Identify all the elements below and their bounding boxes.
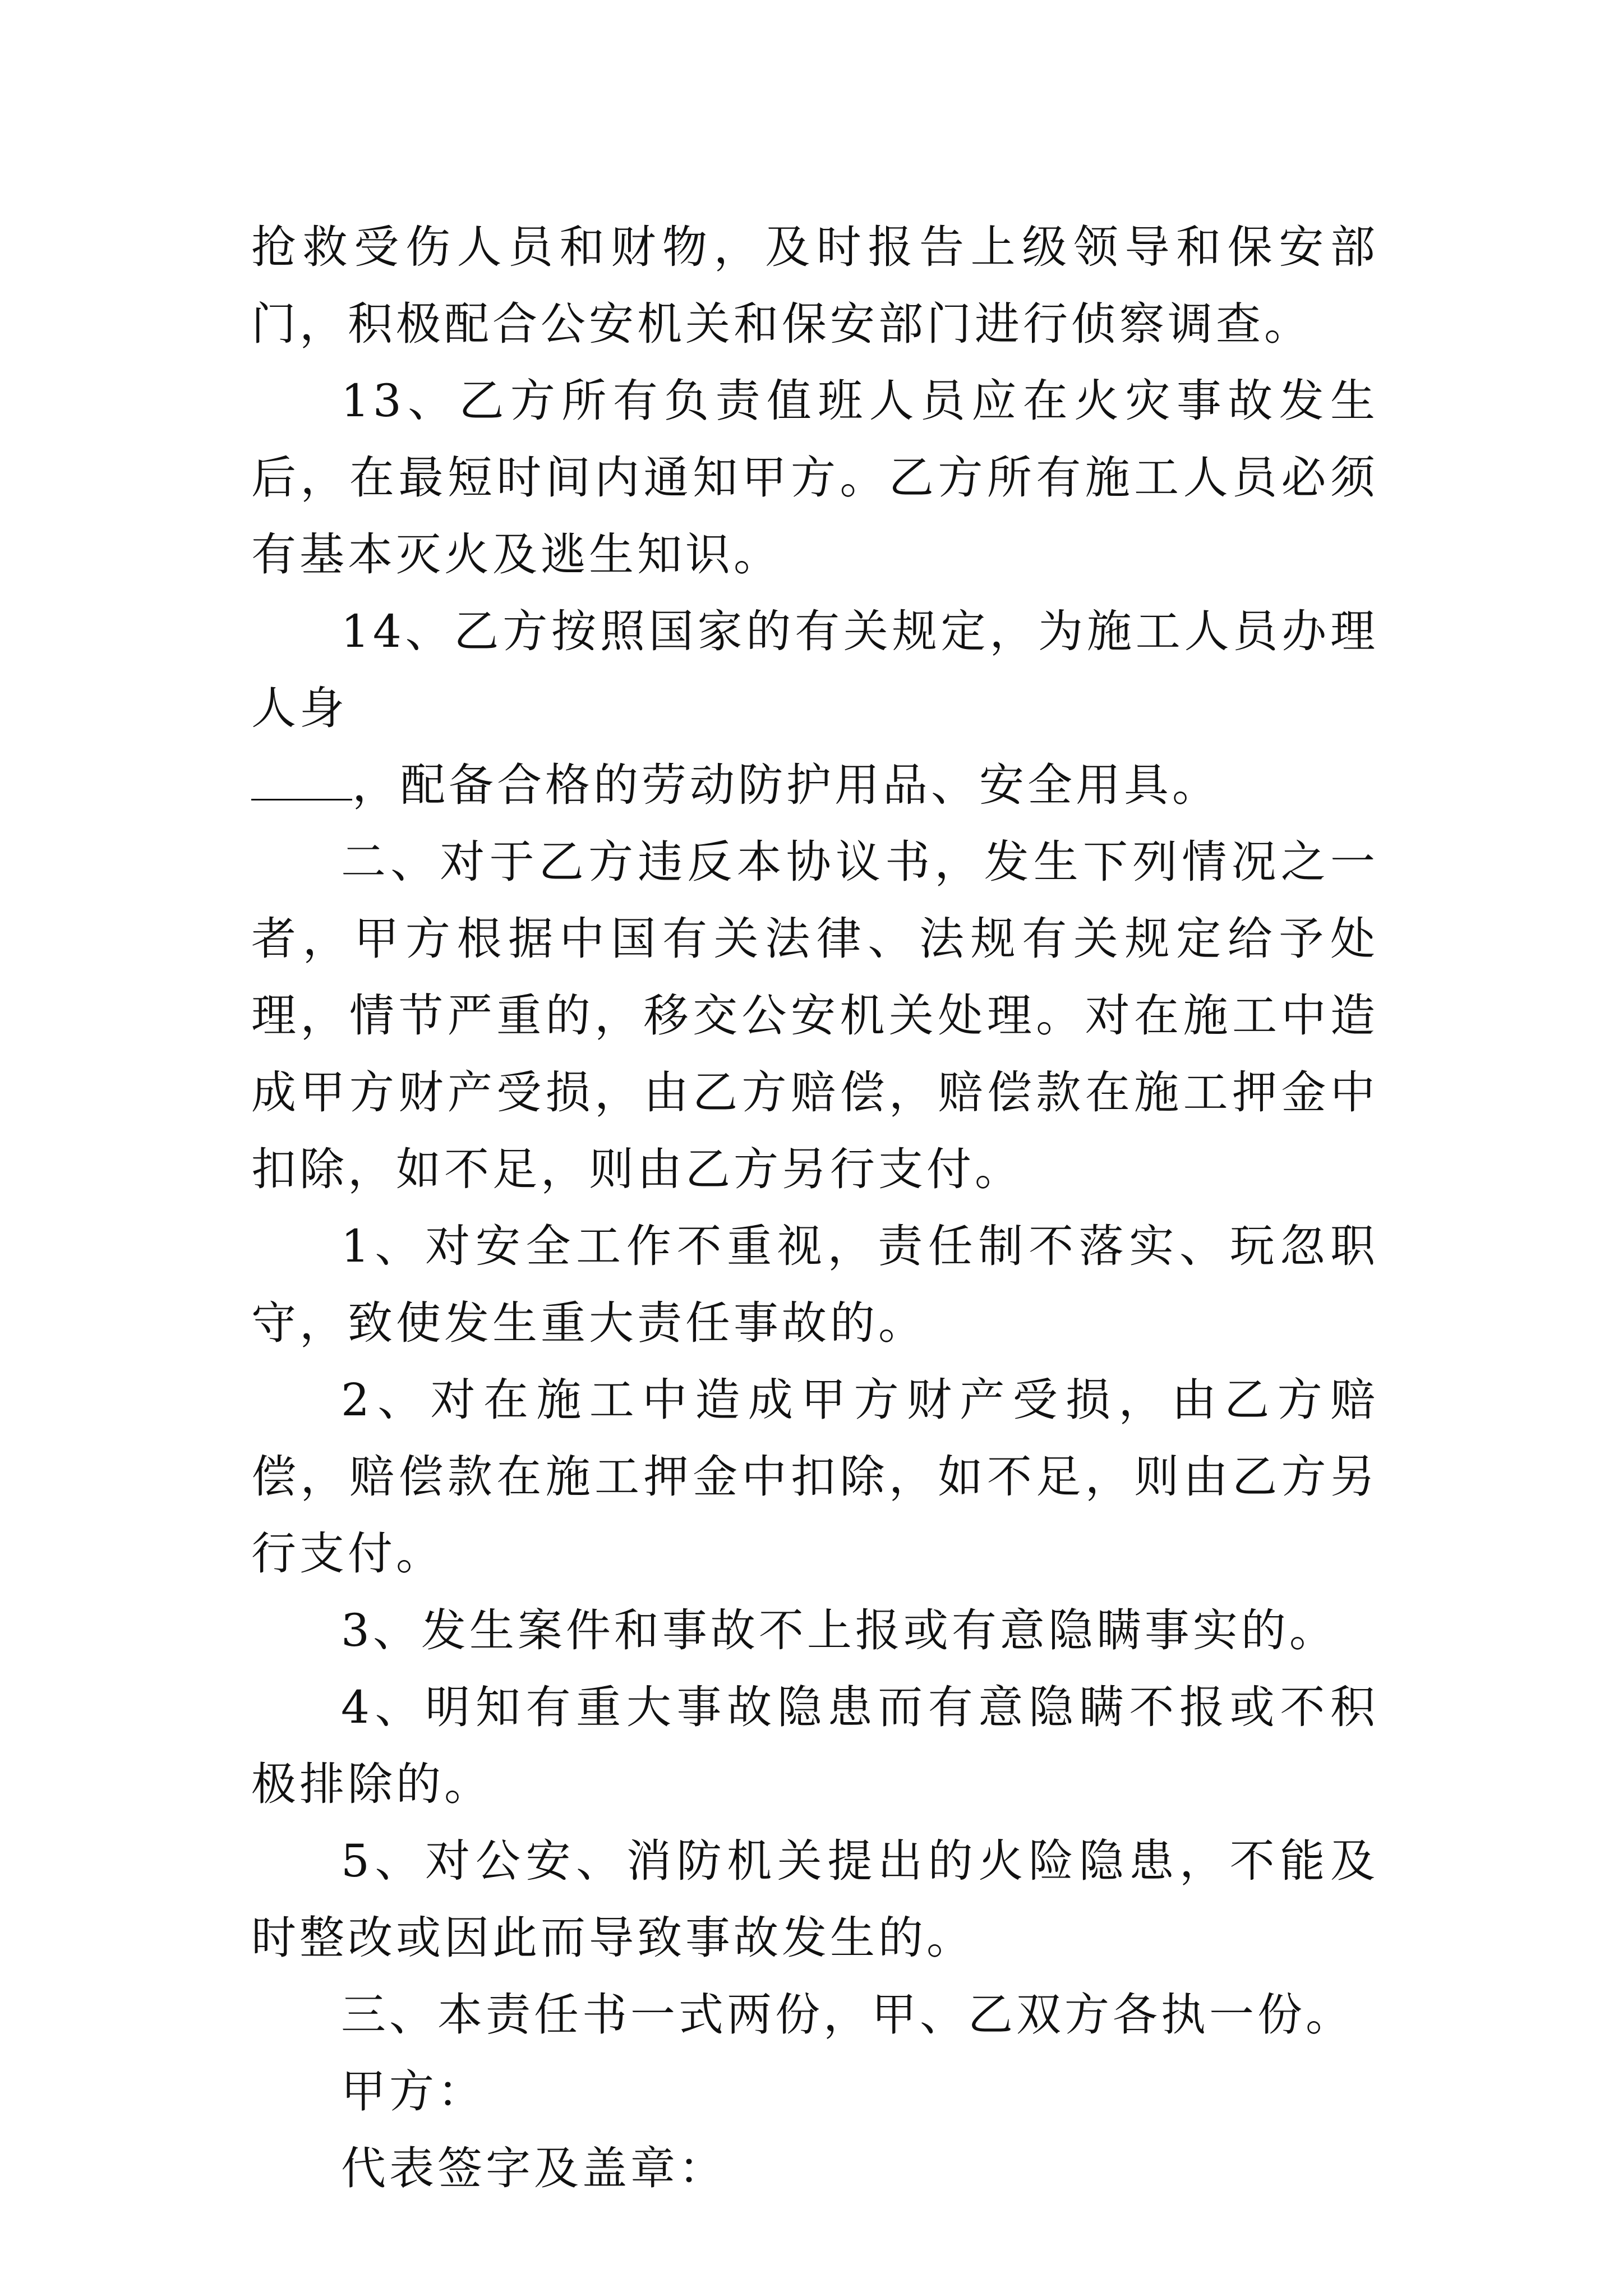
paragraph-section-three: 三、本责任书一式两份，甲、乙双方各执一份。 [341, 1989, 1354, 2041]
paragraph-section-two: 二、对于乙方违反本协议书，发生下列情况之一者，甲方根据中国有关法律、法规有关规定给予处理，情节严重的，移交公安机关处理。对在施工中造成甲方财产受损，由乙方赔偿，赔偿款在施工押金中扣除，如不足，则由乙方另行支付。 [251, 836, 1378, 1195]
document-page [251, 209, 1378, 2207]
paragraph-violation-3: 3、发生案件和事故不上报或有意隐瞒事实的。 [341, 1604, 1338, 1657]
paragraph-violation-1: 1、对安全工作不重视，责任制不落实、玩忽职守，致使发生重大责任事故的。 [251, 1220, 1378, 1349]
paragraph-violation-2: 2、对在施工中造成甲方财产受损，由乙方赔偿，赔偿款在施工押金中扣除，如不足，则由乙方另行支付。 [251, 1374, 1378, 1580]
item-14-text-before-blank: 14、乙方按照国家的有关规定，为施工人员办理人身 [251, 605, 1378, 734]
paragraph-violation-5: 5、对公安、消防机关提出的火险隐患，不能及时整改或因此而导致事故发生的。 [251, 1835, 1378, 1964]
paragraph-violation-4: 4、明知有重大事故隐患而有意隐瞒不报或不积极排除的。 [251, 1681, 1378, 1810]
paragraph-item-14 [251, 593, 1378, 823]
representative-signature-label: 代表签字及盖章： [341, 2142, 727, 2194]
fill-in-blank [251, 760, 352, 800]
party-a-label: 甲方： [341, 2065, 486, 2118]
paragraph-rescue-report: 抢救受伤人员和财物，及时报告上级领导和保安部门，积极配合公安机关和保安部门进行侦察调查。 [251, 221, 1378, 350]
paragraph-item-13: 13、乙方所有负责值班人员应在火灾事故发生后，在最短时间内通知甲方。乙方所有施工人员必须有基本灭火及逃生知识。 [251, 375, 1378, 581]
item-14-text-after-blank: ，配备合格的劳动防护用品、安全用具。 [352, 759, 1220, 811]
